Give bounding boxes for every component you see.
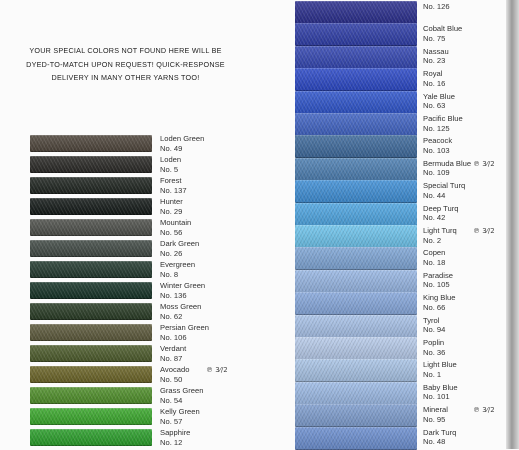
yarn-label <box>423 24 462 43</box>
yarn-label <box>423 204 458 223</box>
yarn-label <box>160 176 187 195</box>
yarn-swatch <box>295 158 417 181</box>
yarn-color-name: Light Blue <box>423 360 457 370</box>
yarn-color-name: Bermuda Blue <box>423 158 472 168</box>
yarn-color-name: Nassau <box>423 46 449 56</box>
yarn-label <box>423 316 445 335</box>
yarn-swatch <box>30 429 152 446</box>
yarn-label <box>160 239 199 258</box>
yarn-label <box>423 47 449 66</box>
yarn-color-number: No. 56 <box>160 227 183 237</box>
yarn-color-number: No. 48 <box>423 437 446 447</box>
handwritten-note: ℗ 3⁄/2 <box>473 227 495 235</box>
yarn-swatch <box>30 324 152 341</box>
yarn-swatch <box>295 180 417 203</box>
yarn-color-number: No. 29 <box>160 206 183 216</box>
yarn-label <box>423 338 445 357</box>
yarn-color-name: Kelly Green <box>160 407 200 416</box>
yarn-color-name: Light Turq <box>423 226 457 235</box>
yarn-swatch <box>30 387 152 404</box>
yarn-color-number: No. 50 <box>160 374 183 384</box>
yarn-label <box>423 248 445 267</box>
yarn-swatch <box>30 345 152 362</box>
yarn-color-number: No. 87 <box>160 353 183 363</box>
yarn-color-number: No. 105 <box>423 280 450 290</box>
yarn-color-name: Avocado <box>160 365 190 374</box>
yarn-color-number: No. 49 <box>160 143 183 153</box>
yarn-color-name: Mineral <box>423 405 448 415</box>
yarn-color-number: No. 63 <box>423 101 446 111</box>
yarn-swatch <box>30 135 152 152</box>
yarn-label <box>423 271 453 290</box>
yarn-color-name: King Blue <box>423 293 456 303</box>
yarn-color-number: No. 109 <box>423 168 450 178</box>
yarn-swatch <box>295 337 417 360</box>
yarn-color-name: Paradise <box>423 270 453 280</box>
yarn-color-number: No. 23 <box>423 56 446 66</box>
yarn-swatch <box>30 177 152 194</box>
yarn-color-name: Baby Blue <box>423 382 458 392</box>
special-colors-notice <box>18 44 233 85</box>
yarn-color-name: Persian Green <box>160 323 209 332</box>
yarn-swatch <box>30 156 152 173</box>
yarn-color-name: Hunter <box>160 197 183 206</box>
notice-line-1: YOUR SPECIAL COLORS NOT FOUND HERE WILL BE <box>29 46 222 55</box>
yarn-swatch <box>295 292 417 315</box>
yarn-label <box>160 197 183 216</box>
yarn-label <box>423 114 463 133</box>
yarn-color-number: No. 44 <box>423 190 446 200</box>
yarn-color-name: Copen <box>423 248 446 258</box>
yarn-label <box>160 218 191 237</box>
yarn-color-name: Loden <box>160 155 182 164</box>
yarn-swatch <box>295 247 417 270</box>
yarn-swatch <box>30 366 152 383</box>
yarn-swatch <box>30 408 152 425</box>
yarn-label <box>423 428 456 447</box>
yarn-color-name: Peacock <box>423 136 453 146</box>
yarn-color-name: Special Turq <box>423 181 466 191</box>
yarn-color-number: No. 101 <box>423 392 450 402</box>
yarn-label <box>160 155 181 174</box>
yarn-label <box>423 136 452 155</box>
yarn-swatch <box>295 1 417 24</box>
yarn-label <box>160 344 186 363</box>
yarn-color-name: Poplin <box>423 338 445 347</box>
yarn-swatch <box>30 261 152 278</box>
yarn-label <box>423 2 450 12</box>
yarn-color-name: Winter Green <box>160 281 206 290</box>
handwritten-note: ℗ 3⁄/2 <box>473 406 495 415</box>
yarn-swatch <box>295 427 417 450</box>
yarn-color-number: No. 126 <box>423 2 450 11</box>
yarn-color-name: Cobalt Blue <box>423 24 463 34</box>
yarn-color-name: Pacific Blue <box>423 114 463 123</box>
yarn-swatch <box>295 382 417 405</box>
yarn-color-number: No. 26 <box>160 248 183 258</box>
yarn-swatch <box>295 46 417 69</box>
yarn-label <box>423 383 458 402</box>
yarn-label <box>160 407 200 426</box>
yarn-color-name: Evergreen <box>160 260 196 269</box>
yarn-swatch <box>30 303 152 320</box>
yarn-label <box>160 386 203 405</box>
yarn-color-number: No. 66 <box>423 302 446 312</box>
yarn-swatch <box>295 270 417 293</box>
notice-line-2: DYED-TO-MATCH UPON REQUEST! QUICK-RESPONSE <box>26 59 225 69</box>
yarn-swatch <box>295 68 417 91</box>
yarn-color-name: Moss Green <box>160 302 202 311</box>
yarn-label <box>423 181 465 200</box>
yarn-color-name: Sapphire <box>160 428 191 437</box>
yarn-swatch <box>295 91 417 114</box>
yarn-color-name: Forest <box>160 176 182 185</box>
yarn-swatch <box>30 282 152 299</box>
yarn-color-number: No. 75 <box>423 33 446 43</box>
yarn-label <box>160 281 205 300</box>
yarn-color-number: No. 18 <box>423 257 446 267</box>
yarn-swatch <box>295 135 417 158</box>
yarn-color-number: No. 106 <box>160 332 187 342</box>
yarn-color-number: No. 103 <box>423 145 450 155</box>
yarn-label <box>160 302 201 321</box>
yarn-swatch <box>295 113 417 136</box>
yarn-color-number: No. 54 <box>160 395 183 405</box>
yarn-label <box>423 69 445 88</box>
yarn-label <box>160 323 209 342</box>
yarn-color-number: No. 137 <box>160 185 187 195</box>
yarn-label <box>160 365 189 384</box>
yarn-label <box>160 428 190 447</box>
yarn-swatch <box>30 198 152 215</box>
yarn-swatch <box>30 240 152 257</box>
yarn-color-number: No. 42 <box>423 213 446 223</box>
yarn-color-name: Deep Turq <box>423 203 459 213</box>
yarn-color-name: Tyrol <box>423 315 440 325</box>
yarn-color-name: Royal <box>423 69 443 79</box>
yarn-label <box>423 159 471 178</box>
yarn-color-name: Loden Green <box>160 134 205 143</box>
yarn-swatch <box>295 23 417 46</box>
handwritten-note: ℗ 3⁄/2 <box>473 159 495 168</box>
yarn-color-name: Dark Turq <box>423 427 457 437</box>
yarn-color-number: No. 57 <box>160 416 183 426</box>
yarn-label <box>160 134 204 153</box>
yarn-swatch <box>295 203 417 226</box>
yarn-color-number: No. 95 <box>423 414 446 424</box>
yarn-color-number: No. 36 <box>423 347 446 357</box>
notice-line-3: DELIVERY IN MANY OTHER YARNS TOO! <box>51 73 200 82</box>
yarn-color-name: Yale Blue <box>423 91 455 101</box>
yarn-color-number: No. 16 <box>423 78 446 88</box>
page-edge <box>506 0 519 449</box>
yarn-label <box>423 360 457 379</box>
yarn-color-number: No. 12 <box>160 437 183 447</box>
handwritten-note: ℗ 3⁄/2 <box>206 366 228 374</box>
yarn-color-name: Mountain <box>160 218 192 227</box>
yarn-color-name: Verdant <box>160 344 187 353</box>
yarn-color-name: Dark Green <box>160 239 200 248</box>
yarn-color-name: Grass Green <box>160 386 204 395</box>
yarn-color-number: No. 125 <box>423 123 450 133</box>
yarn-swatch <box>295 315 417 338</box>
yarn-color-number: No. 5 <box>160 164 179 174</box>
yarn-swatch <box>295 225 417 248</box>
yarn-color-number: No. 2 <box>423 235 442 245</box>
yarn-swatch <box>295 404 417 427</box>
yarn-label <box>423 405 448 424</box>
yarn-swatch <box>295 359 417 382</box>
yarn-label <box>423 293 456 312</box>
yarn-color-number: No. 136 <box>160 290 187 300</box>
yarn-label <box>423 226 457 245</box>
yarn-color-number: No. 1 <box>423 369 442 379</box>
yarn-color-number: No. 94 <box>423 325 446 335</box>
yarn-color-number: No. 8 <box>160 269 179 279</box>
yarn-color-number: No. 62 <box>160 311 183 321</box>
yarn-label <box>423 92 455 111</box>
yarn-swatch <box>30 219 152 236</box>
yarn-label <box>160 260 195 279</box>
